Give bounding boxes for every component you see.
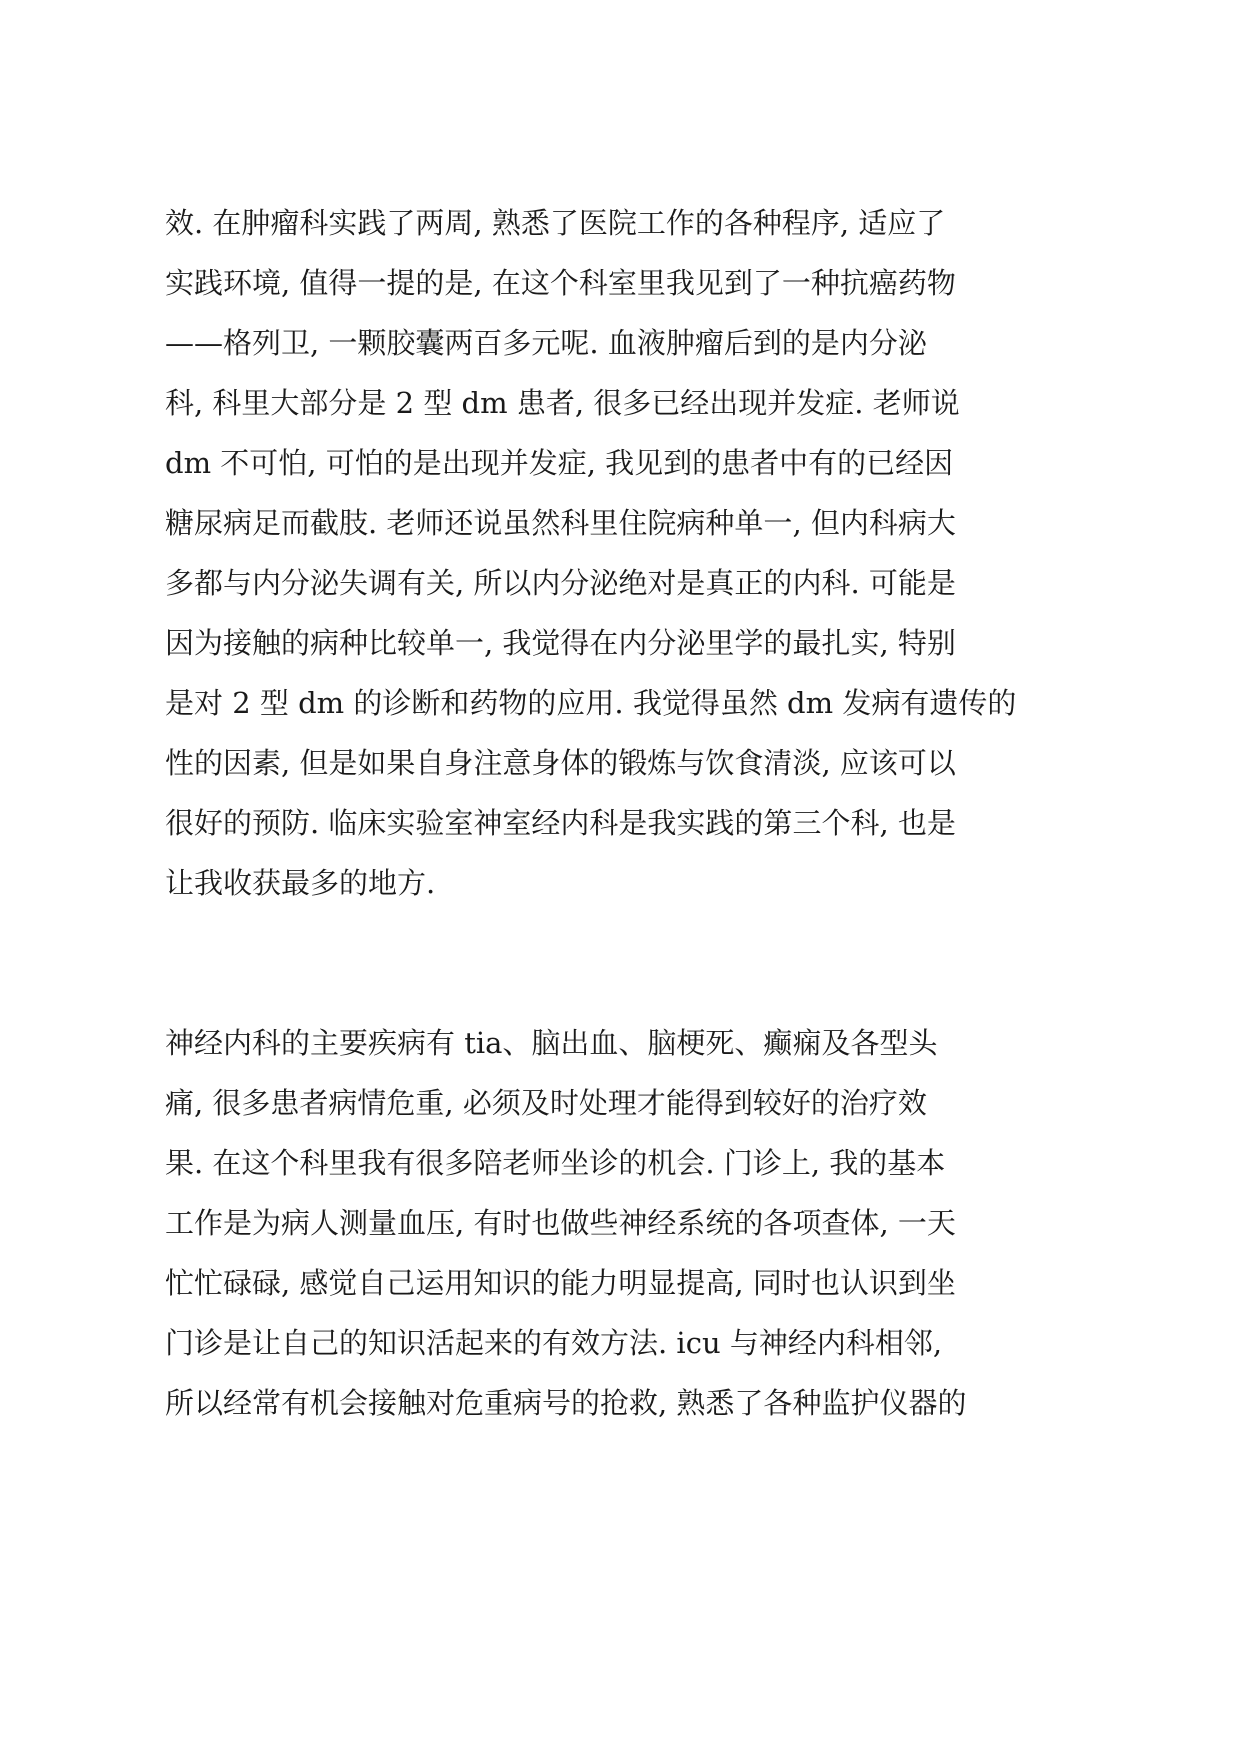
text-line: 是对 2 型 dm 的诊断和药物的应用. 我觉得虽然 dm 发病有遗传的 — [165, 686, 1017, 720]
text-line: 痛, 很多患者病情危重, 必须及时处理才能得到较好的治疗效 — [165, 1086, 927, 1120]
text-line: 神经内科的主要疾病有 tia、脑出血、脑梗死、癫痫及各型头 — [165, 1026, 938, 1060]
text-line: ——格列卫, 一颗胶囊两百多元呢. 血液肿瘤后到的是内分泌 — [165, 326, 927, 360]
text-line: dm 不可怕, 可怕的是出现并发症, 我见到的患者中有的已经因 — [165, 446, 954, 480]
text-line: 性的因素, 但是如果自身注意身体的锻炼与饮食清淡, 应该可以 — [165, 746, 956, 780]
text-line: 很好的预防. 临床实验室神室经内科是我实践的第三个科, 也是 — [165, 806, 956, 840]
text-line: 效. 在肿瘤科实践了两周, 熟悉了医院工作的各种程序, 适应了 — [165, 206, 946, 240]
text-line: 门诊是让自己的知识活起来的有效方法. icu 与神经内科相邻, — [165, 1326, 943, 1360]
text-line: 多都与内分泌失调有关, 所以内分泌绝对是真正的内科. 可能是 — [165, 566, 956, 600]
text-line: 科, 科里大部分是 2 型 dm 患者, 很多已经出现并发症. 老师说 — [165, 386, 960, 420]
text-line: 所以经常有机会接触对危重病号的抢救, 熟悉了各种监护仪器的 — [165, 1386, 967, 1420]
text-line: 实践环境, 值得一提的是, 在这个科室里我见到了一种抗癌药物 — [165, 266, 956, 300]
text-line: 果. 在这个科里我有很多陪老师坐诊的机会. 门诊上, 我的基本 — [165, 1146, 946, 1180]
text-line: 忙忙碌碌, 感觉自己运用知识的能力明显提高, 同时也认识到坐 — [165, 1266, 956, 1300]
text-line: 让我收获最多的地方. — [165, 866, 436, 900]
text-line: 工作是为病人测量血压, 有时也做些神经系统的各项查体, 一天 — [165, 1206, 956, 1240]
text-line: 因为接触的病种比较单一, 我觉得在内分泌里学的最扎实, 特别 — [165, 626, 956, 660]
text-line: 糖尿病足而截肢. 老师还说虽然科里住院病种单一, 但内科病大 — [165, 506, 956, 540]
